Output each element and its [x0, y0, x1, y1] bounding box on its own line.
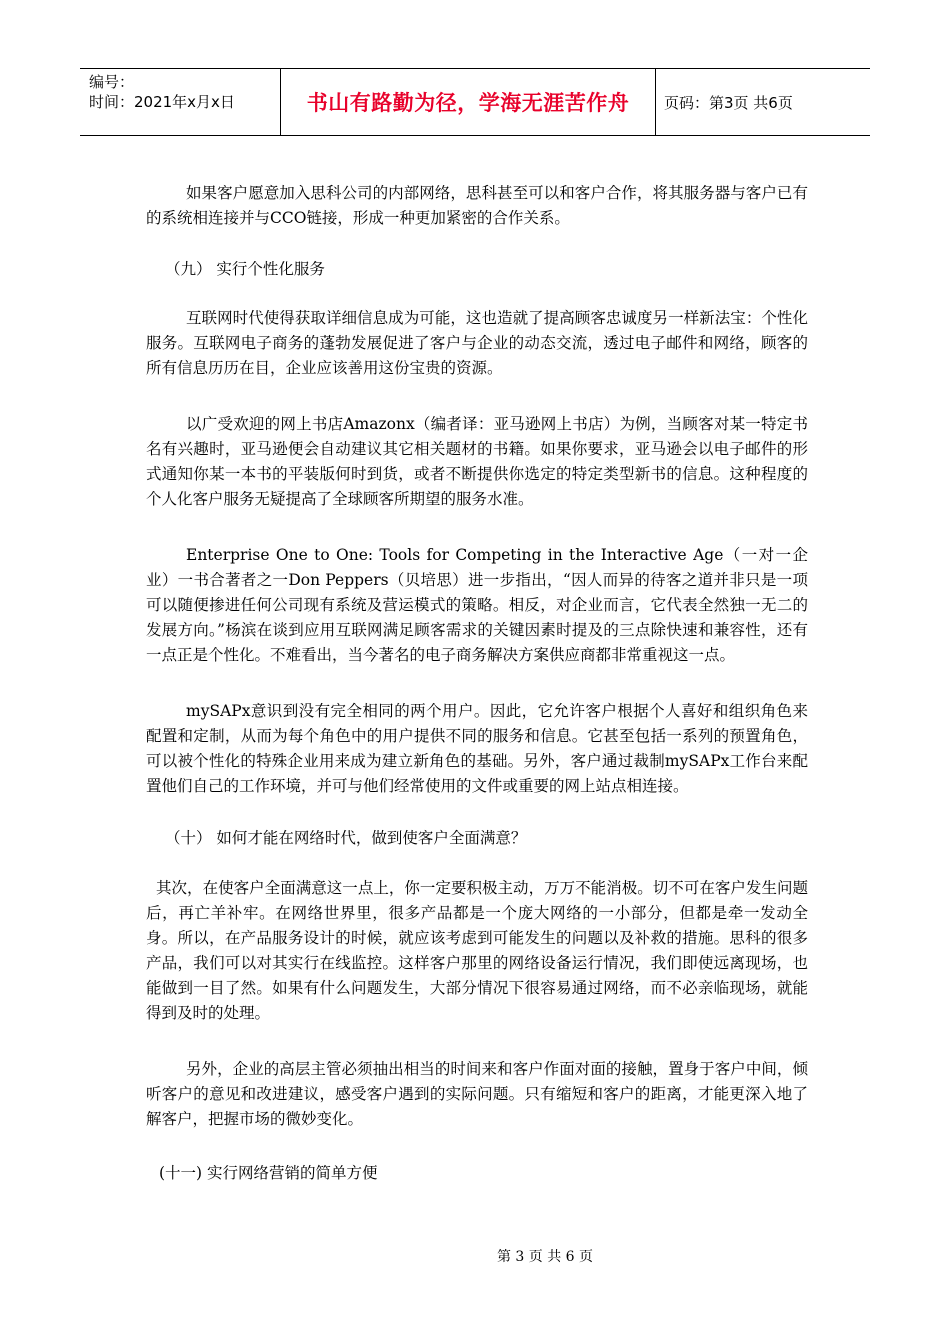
paragraph: Enterprise One to One: Tools for Competing in the Interactive Age（一对一企业）一书合著者之一Don Peppers（贝培思）进一步指出，“因人而异的待客之道并非只是一项可以随便掺进任何公司现有系统及营运模式的策略。相反，对企业而言，它代表全然独一无二的发展方向。”杨滨在谈到应用互联网满足顾客需求的关键因素时提及的三点除快速和兼容性，还有一点正是个性化。不难看出，当今著名的电子商务解决方案供应商都非常重视这一点。 [146, 546, 808, 664]
paragraph: mySAPx意识到没有完全相同的两个用户。因此，它允许客户根据个人喜好和组织角色来配置和定制，从而为每个角色中的用户提供不同的服务和信息。它甚至包括一系列的预置角色，可以被个性化的特殊企业用来成为建立新角色的基础。另外，客户通过裁制mySAPx工作台来配置他们自己的工作环境，并可与他们经常使用的文件或重要的网上站点相连接。 [146, 702, 808, 795]
paragraph: 其次，在使客户全面满意这一点上，你一定要积极主动，万万不能消极。切不可在客户发生问题后，再亡羊补牢。在网络世界里，很多产品都是一个庞大网络的一小部分，但都是牵一发动全身。所以，在产品服务设计的时候，就应该考虑到可能发生的问题以及补救的措施。思科的很多产品，我们可以对其实行在线监控。这样客户那里的网络设备运行情况，我们即使远离现场，也能做到一目了然。如果有什么问题发生，大部分情况下很容易通过网络，而不必亲临现场，就能得到及时的处理。 [146, 879, 808, 1022]
document-time-label: 时间：2021年x月x日 [89, 93, 235, 111]
paragraph: 另外，企业的高层主管必须抽出相当的时间来和客户作面对面的接触，置身于客户中间，倾听客户的意见和改进建议，感受客户遇到的实际问题。只有缩短和客户的距离，才能更深入地了解客户，把握市场的微妙变化。 [146, 1060, 808, 1128]
header-meta [80, 69, 281, 135]
section-heading: (十一) 实行网络营销的简单方便 [159, 1164, 378, 1182]
document-header [80, 68, 870, 136]
paragraph: 互联网时代使得获取详细信息成为可能，这也造就了提高顾客忠诚度另一样新法宝：个性化服务。互联网电子商务的蓬勃发展促进了客户与企业的动态交流，透过电子邮件和网络，顾客的所有信息历历在目，企业应该善用这份宝贵的资源。 [146, 309, 808, 377]
paragraph: 以广受欢迎的网上书店Amazonx（编者译：亚马逊网上书店）为例，当顾客对某一特定书名有兴趣时，亚马逊便会自动建议其它相关题材的书籍。如果你要求，亚马逊会以电子邮件的形式通知你某一本书的平装版何时到货，或者不断提供你选定的特定类型新书的信息。这种程度的个人化客户服务无疑提高了全球顾客所期望的服务水准。 [146, 415, 808, 508]
section-heading: （十） 如何才能在网络时代，做到使客户全面满意？ [165, 829, 527, 847]
document-body [146, 181, 808, 1186]
header-page-number: 页码：第3页 共6页 [664, 93, 793, 112]
page-footer: 第 3 页 共 6 页 [496, 1249, 594, 1265]
paragraph: 如果客户愿意加入思科公司的内部网络，思科甚至可以和客户合作，将其服务器与客户已有的系统相连接并与CCO链接，形成一种更加紧密的合作关系。 [146, 184, 808, 227]
document-number-label: 编号： [89, 73, 135, 91]
section-heading: （九） 实行个性化服务 [165, 260, 325, 278]
header-motto: 书山有路勤为径，学海无涯苦作舟 [281, 69, 656, 135]
